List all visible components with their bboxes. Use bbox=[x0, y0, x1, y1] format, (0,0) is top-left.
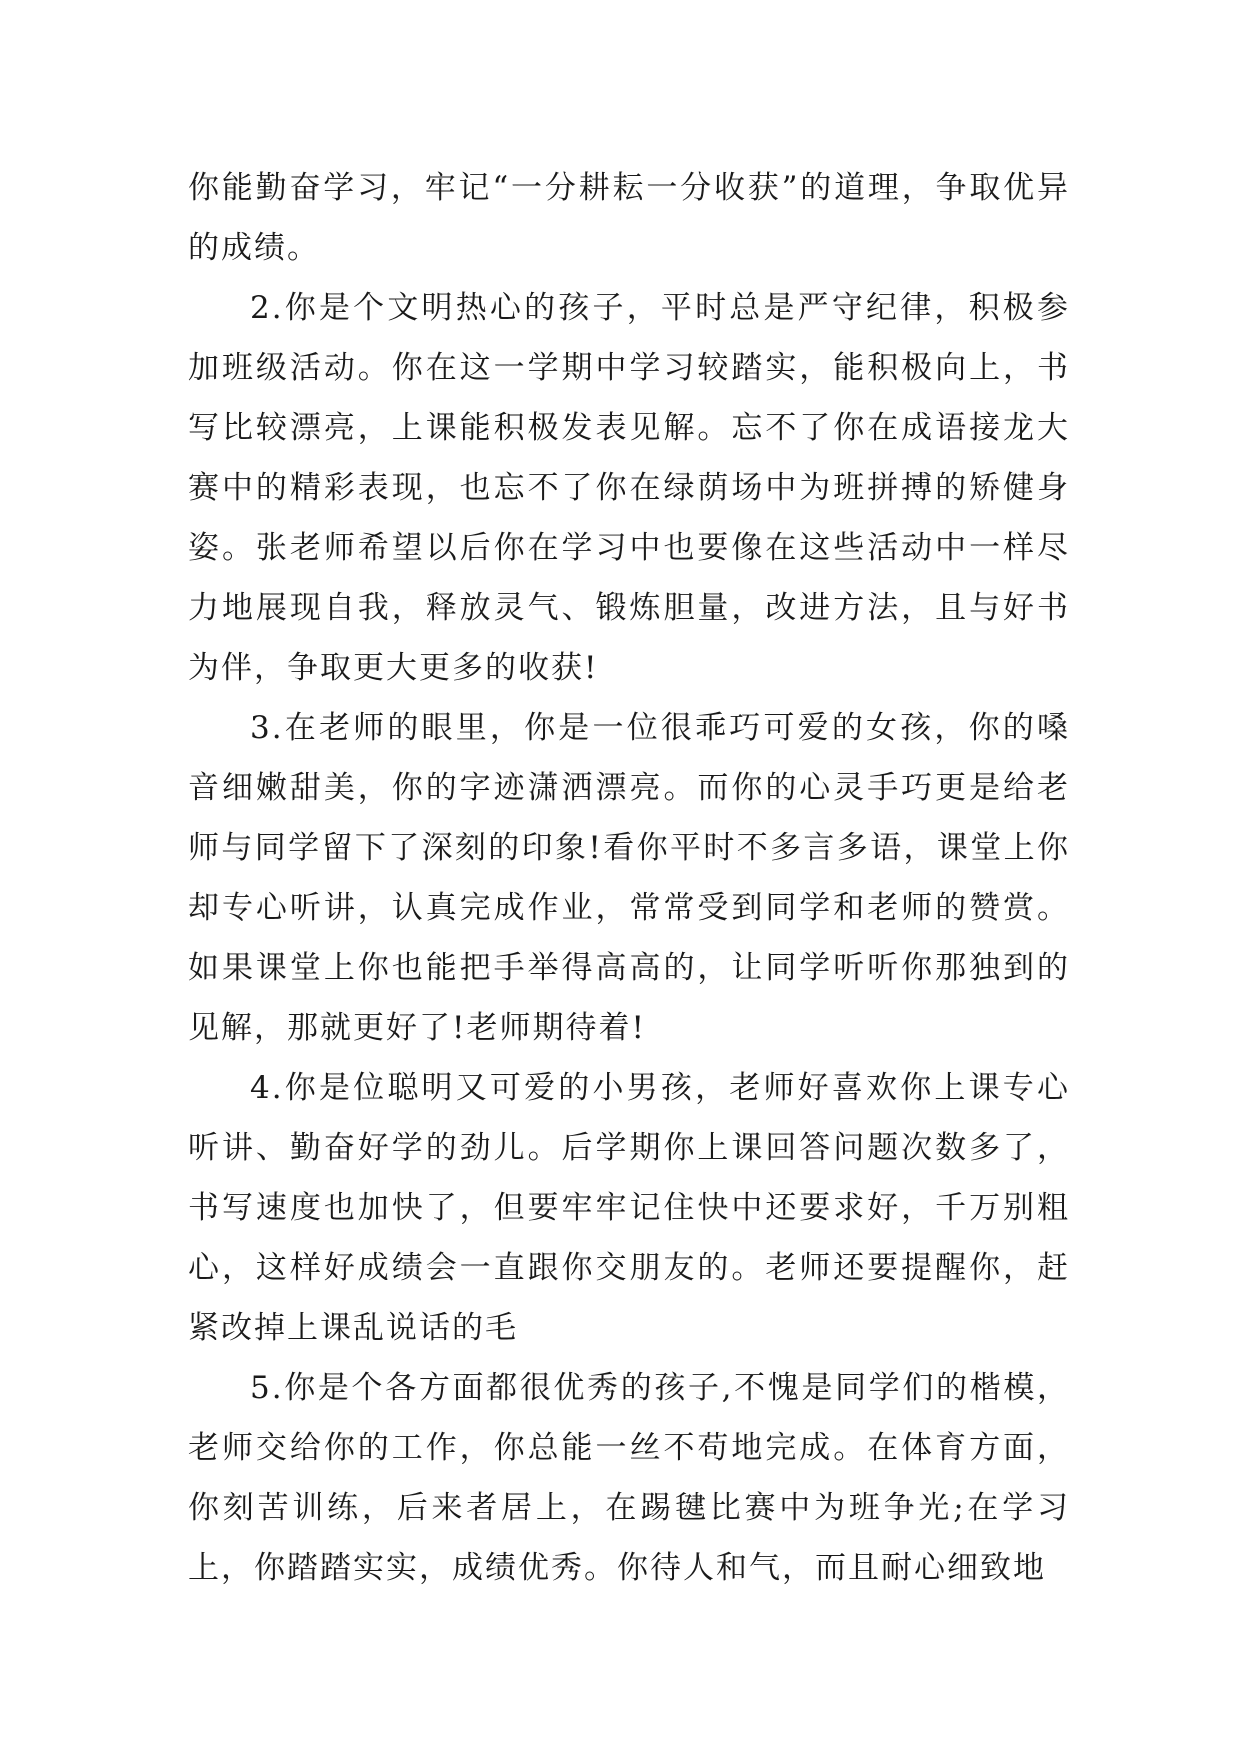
paragraph-continuation: 你能勤奋学习，牢记“一分耕耘一分收获”的道理，争取优异的成绩。 bbox=[188, 170, 1070, 266]
document-body bbox=[188, 158, 1070, 1598]
paragraph-comment-4: 4.你是位聪明又可爱的小男孩，老师好喜欢你上课专心听讲、勤奋好学的劲儿。后学期你上课回答问题次数多了，书写速度也加快了，但要牢牢记住快中还要求好，千万别粗心，这样好成绩会一直跟你交朋友的。老师还要提醒你，赶紧改掉上课乱说话的毛 bbox=[188, 1070, 1070, 1346]
paragraph-comment-3: 3.在老师的眼里，你是一位很乖巧可爱的女孩，你的嗓音细嫩甜美，你的字迹潇洒漂亮。而你的心灵手巧更是给老师与同学留下了深刻的印象!看你平时不多言多语，课堂上你却专心听讲，认真完成作业，常常受到同学和老师的赞赏。如果课堂上你也能把手举得高高的，让同学听听你那独到的见解，那就更好了!老师期待着! bbox=[188, 710, 1070, 1046]
paragraph-comment-2: 2.你是个文明热心的孩子，平时总是严守纪律，积极参加班级活动。你在这一学期中学习较踏实，能积极向上，书写比较漂亮，上课能积极发表见解。忘不了你在成语接龙大赛中的精彩表现，也忘不了你在绿荫场中为班拼搏的矫健身姿。张老师希望以后你在学习中也要像在这些活动中一样尽力地展现自我，释放灵气、锻炼胆量，改进方法，且与好书为伴，争取更大更多的收获! bbox=[188, 290, 1070, 686]
paragraph-comment-5: 5.你是个各方面都很优秀的孩子,不愧是同学们的楷模，老师交给你的工作，你总能一丝不苟地完成。在体育方面，你刻苦训练，后来者居上，在踢毽比赛中为班争光;在学习上，你踏踏实实，成绩优秀。你待人和气，而且耐心细致地 bbox=[188, 1370, 1070, 1586]
